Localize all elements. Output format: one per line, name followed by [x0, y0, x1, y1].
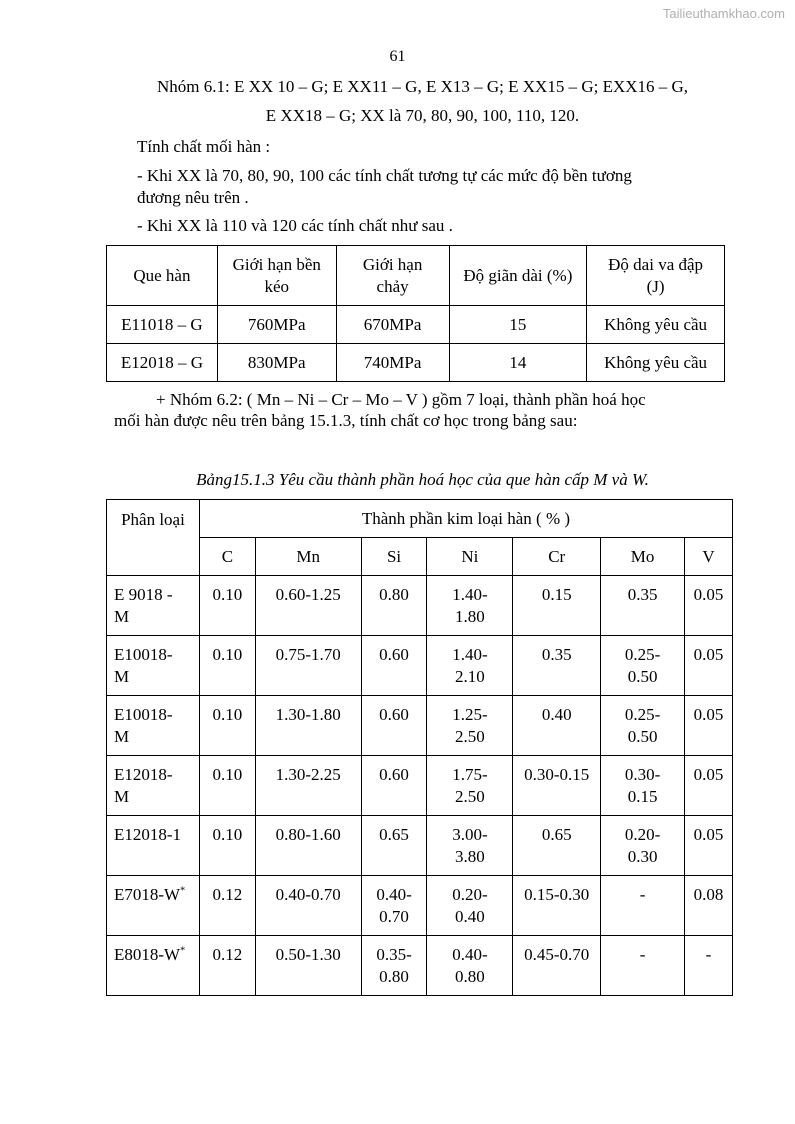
group-6-1-line2: E XX18 – G; XX là 70, 80, 90, 100, 110, 120.	[265, 106, 580, 125]
table-cell	[361, 696, 427, 756]
table-cell: E12018 – G	[107, 344, 218, 382]
table-row	[107, 636, 733, 696]
table-cell	[427, 936, 513, 996]
table-row	[107, 936, 733, 996]
cell-line: 0.30-	[624, 765, 661, 784]
table1-header-cell	[217, 246, 336, 306]
cell-line: 0.08	[693, 885, 724, 904]
table-cell	[107, 696, 200, 756]
cell-line: 0.05	[693, 765, 724, 784]
table2-element-header: V	[684, 538, 732, 576]
cell-line: -	[705, 945, 712, 964]
table-cell	[107, 936, 200, 996]
cell-line: 1.25-	[452, 705, 488, 724]
table-cell	[513, 696, 601, 756]
table-cell: 740MPa	[336, 344, 449, 382]
cell-line: 0.15	[627, 787, 658, 806]
cell-line: 0.80	[379, 585, 409, 604]
table-cell	[255, 816, 361, 876]
cell-line: 1.80	[455, 607, 485, 626]
table-cell	[513, 576, 601, 636]
table-cell	[684, 636, 732, 696]
table-cell	[361, 576, 427, 636]
cell-line: 0.70	[379, 907, 409, 926]
cell-line: 0.30	[627, 847, 658, 866]
table-cell	[361, 936, 427, 996]
cell-line: 0.25-	[624, 645, 661, 664]
cell-line: 0.10	[212, 825, 243, 844]
cell-line: 0.05	[693, 705, 724, 724]
table-cell	[427, 576, 513, 636]
cell-line: 0.10	[212, 585, 243, 604]
table2-header-row	[107, 500, 733, 538]
table-cell	[255, 636, 361, 696]
cell-line: 3.80	[455, 847, 485, 866]
table-row	[107, 756, 733, 816]
cell-line: 0.75-1.70	[275, 645, 341, 664]
cell-line: 0.50-1.30	[275, 945, 341, 964]
table2-element-header: C	[199, 538, 255, 576]
cell-line: 0.40-0.70	[275, 885, 341, 904]
table-row	[107, 344, 725, 382]
table2-body	[107, 576, 733, 996]
table2-element-header: Ni	[427, 538, 513, 576]
table-cell	[361, 876, 427, 936]
cell-line: 1.40-	[452, 645, 488, 664]
cell-line: 0.10	[212, 705, 243, 724]
cell-line: E7018-W	[114, 885, 181, 904]
table-cell	[255, 756, 361, 816]
table-cell: Không yêu cầu	[587, 306, 725, 344]
cell-line: E12018-1	[114, 825, 182, 844]
table-cell	[513, 936, 601, 996]
table-cell	[601, 576, 685, 636]
cell-line: 1.40-	[452, 585, 488, 604]
cell-line: 0.40	[455, 907, 485, 926]
table-cell	[684, 816, 732, 876]
table-cell	[107, 816, 200, 876]
table-cell	[199, 636, 255, 696]
weld-properties-title: Tính chất mối hàn :	[137, 137, 271, 156]
table-cell	[107, 576, 200, 636]
table-cell	[107, 636, 200, 696]
cell-line: 1.30-2.25	[275, 765, 341, 784]
cell-line: E8018-W	[114, 945, 181, 964]
cell-line: 0.35-	[376, 945, 412, 964]
cell-line: E10018-	[114, 645, 173, 664]
cell-line: 0.35	[627, 585, 658, 604]
table2-elements-row	[107, 538, 733, 576]
cell-line: 0.35	[541, 645, 572, 664]
cell-line: 0.25-	[624, 705, 661, 724]
table-cell	[255, 576, 361, 636]
table-cell	[513, 876, 601, 936]
table-cell: 830MPa	[217, 344, 336, 382]
table-cell	[255, 876, 361, 936]
table-cell	[427, 756, 513, 816]
table-row	[107, 696, 733, 756]
table-cell	[361, 636, 427, 696]
cell-line: M	[114, 787, 130, 806]
cell-line: 0.10	[212, 645, 243, 664]
tensile-properties-table	[106, 245, 725, 382]
table-cell	[513, 756, 601, 816]
footnote-mark: *	[180, 885, 186, 897]
table-cell	[601, 936, 685, 996]
cell-line: 1.30-1.80	[275, 705, 341, 724]
table-cell	[255, 696, 361, 756]
cell-line: 0.40-	[376, 885, 412, 904]
table1-header-cell	[587, 246, 725, 306]
cell-line: -	[639, 885, 646, 904]
group-6-1-line1: Nhóm 6.1: E XX 10 – G; E XX11 – G, E X13 – G; E XX15 – G; EXX16 – G,	[156, 77, 689, 96]
cell-line: 0.50	[627, 727, 658, 746]
table-cell: 14	[449, 344, 587, 382]
table-cell	[513, 636, 601, 696]
cell-line: 2.10	[455, 667, 485, 686]
table-cell	[199, 936, 255, 996]
table-cell: 670MPa	[336, 306, 449, 344]
table-cell	[601, 636, 685, 696]
cell-line: -	[639, 945, 646, 964]
table-cell	[684, 696, 732, 756]
cell-line: 0.60	[379, 645, 409, 664]
cell-line: 0.45-0.70	[524, 945, 590, 964]
table-cell	[601, 876, 685, 936]
table-cell	[361, 756, 427, 816]
table-cell	[427, 696, 513, 756]
cell-line: 0.50	[627, 667, 658, 686]
table-cell	[199, 756, 255, 816]
table1-header-text: Giới hạn chảy	[362, 254, 423, 296]
table1-header-cell	[336, 246, 449, 306]
table1-header-cell: Độ giãn dài (%)	[449, 246, 587, 306]
cell-line: 0.30-0.15	[524, 765, 590, 784]
cell-line: 0.05	[693, 825, 724, 844]
cell-line: 0.60	[379, 705, 409, 724]
table-cell	[684, 936, 732, 996]
cell-line: 0.80	[379, 967, 409, 986]
cell-line: 0.05	[693, 645, 724, 664]
cell-line: M	[114, 727, 130, 746]
table1-header-text: Giới hạn bền kéo	[232, 254, 321, 296]
bullet-1-line1: - Khi XX là 70, 80, 90, 100 các tính chất tương tự các mức độ bền tương	[137, 166, 632, 185]
table1-header-cell: Que hàn	[107, 246, 218, 306]
cell-line: M	[114, 667, 130, 686]
cell-line: E 9018 -	[114, 585, 173, 604]
group-6-2-line2: mối hàn được nêu trên bảng 15.1.3, tính chất cơ học trong bảng sau:	[114, 411, 578, 430]
table2-element-header: Mn	[255, 538, 361, 576]
cell-line: 3.00-	[452, 825, 488, 844]
table-cell	[684, 876, 732, 936]
table-row	[107, 576, 733, 636]
table-cell	[427, 876, 513, 936]
cell-line: 0.12	[212, 885, 243, 904]
table-cell	[107, 756, 200, 816]
table2-element-header: Si	[361, 538, 427, 576]
cell-line: 0.15	[541, 585, 572, 604]
cell-line: 0.80	[455, 967, 485, 986]
table-cell	[199, 876, 255, 936]
cell-line: 1.75-	[452, 765, 488, 784]
table2-caption: Bảng15.1.3 Yêu cầu thành phần hoá học của que hàn cấp M và W.	[196, 470, 649, 489]
table-cell	[684, 756, 732, 816]
chemical-composition-table	[106, 499, 733, 996]
table-cell	[601, 816, 685, 876]
page-number: 61	[389, 48, 406, 65]
cell-line: 0.65	[379, 825, 409, 844]
table-cell	[684, 576, 732, 636]
table-row	[107, 306, 725, 344]
footnote-mark: *	[180, 945, 186, 957]
cell-line: 0.20-	[624, 825, 661, 844]
table1-header-text: Độ dai va đập (J)	[608, 254, 704, 296]
cell-line: 0.65	[541, 825, 572, 844]
cell-line: 0.40-	[452, 945, 488, 964]
table-cell	[361, 816, 427, 876]
table-cell: 15	[449, 306, 587, 344]
cell-line: 0.10	[212, 765, 243, 784]
table-cell	[199, 816, 255, 876]
bullet-2: - Khi XX là 110 và 120 các tính chất như sau .	[137, 216, 453, 235]
table-row	[107, 816, 733, 876]
bullet-1-line2: đương nêu trên .	[137, 188, 249, 207]
cell-line: 0.60	[379, 765, 409, 784]
table-cell: 760MPa	[217, 306, 336, 344]
cell-line: 0.40	[541, 705, 572, 724]
cell-line: 2.50	[455, 787, 485, 806]
table-cell	[601, 696, 685, 756]
table2-header-group: Thành phần kim loại hàn ( % )	[199, 500, 732, 538]
table2-header-type: Phân loại	[107, 500, 200, 576]
table-cell: E11018 – G	[107, 306, 218, 344]
table-cell	[427, 816, 513, 876]
cell-line: M	[114, 607, 130, 626]
cell-line: 2.50	[455, 727, 485, 746]
table-cell	[255, 936, 361, 996]
table-cell: Không yêu cầu	[587, 344, 725, 382]
cell-line: 0.12	[212, 945, 243, 964]
watermark: Tailieuthamkhao.com	[662, 6, 785, 21]
table1-header-row	[107, 246, 725, 306]
table-row	[107, 876, 733, 936]
table-cell	[601, 756, 685, 816]
cell-line: E12018-	[114, 765, 173, 784]
cell-line: 0.15-0.30	[524, 885, 590, 904]
cell-line: E10018-	[114, 705, 173, 724]
table2-element-header: Cr	[513, 538, 601, 576]
group-6-2-line1: + Nhóm 6.2: ( Mn – Ni – Cr – Mo – V ) gồm 7 loại, thành phần hoá học	[156, 390, 646, 409]
table-cell	[199, 576, 255, 636]
cell-line: 0.80-1.60	[275, 825, 341, 844]
cell-line: 0.60-1.25	[275, 585, 341, 604]
table-cell	[513, 816, 601, 876]
table2-element-header: Mo	[601, 538, 685, 576]
table-cell	[107, 876, 200, 936]
table-cell	[199, 696, 255, 756]
table-cell	[427, 636, 513, 696]
cell-line: 0.20-	[452, 885, 488, 904]
cell-line: 0.05	[693, 585, 724, 604]
